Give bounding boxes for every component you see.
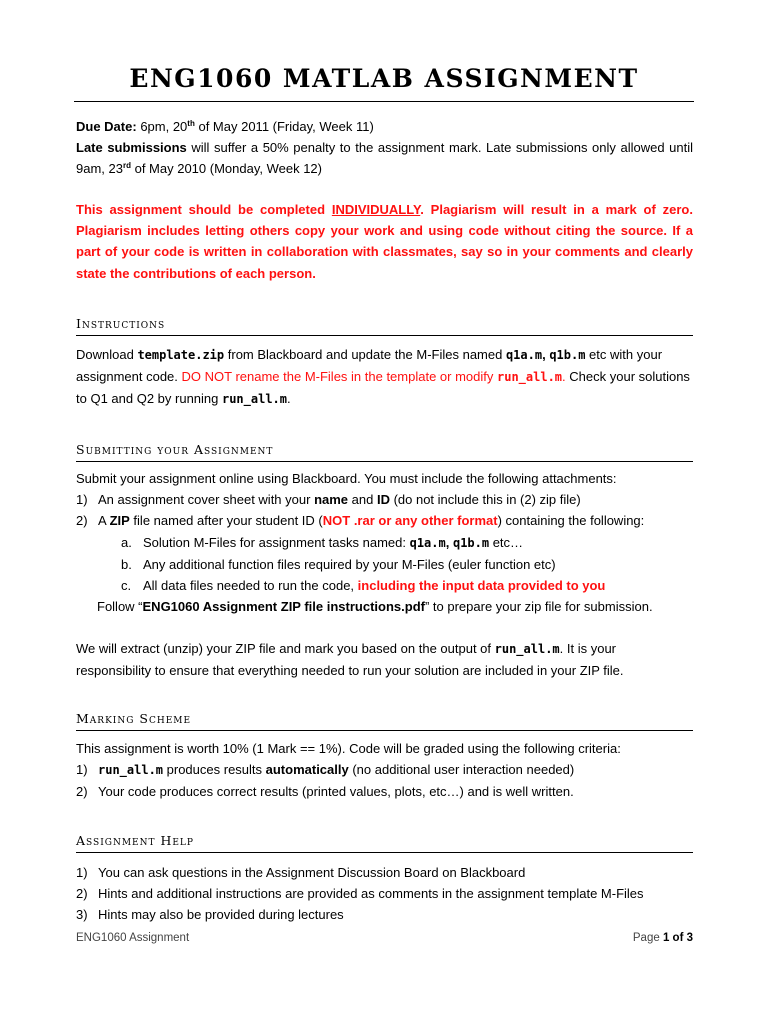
- late-submissions-text: will suffer a 50% penalty to the assignment mark. Late submissions only allowed until 9am, 23: [76, 140, 693, 177]
- instructions-heading: Instructions: [76, 314, 693, 336]
- extract-text: . It is your responsibility to ensure that everything needed to run your solution are included in your ZIP file.: [76, 641, 624, 679]
- list-number: 1): [76, 492, 88, 508]
- do-not-rename-warning-end: .: [562, 369, 566, 385]
- attachments-list: [76, 489, 693, 531]
- extract-text: We will extract (unzip) your ZIP file and mark you based on the output of: [76, 641, 495, 656]
- list-text: and: [348, 492, 377, 508]
- list-letter: a.: [121, 534, 132, 550]
- list-text-not: NOT: [322, 513, 351, 529]
- list-text: A: [98, 513, 110, 529]
- submitting-intro: Submit your assignment online using Blackboard. You must include the following attachments:: [76, 471, 617, 486]
- do-not-rename-warning: DO NOT rename the M-Files in the template or modify: [181, 369, 497, 385]
- list-text: ) containing the following:: [497, 513, 645, 529]
- list-text: You can ask questions in the Assignment Discussion Board on Blackboard: [98, 865, 526, 880]
- criteria-list: [76, 759, 693, 802]
- instructions-text: from Blackboard and update the M-Files named: [224, 347, 506, 362]
- page-total: 3: [686, 932, 693, 944]
- late-date-suffix: rd: [122, 161, 131, 171]
- page-current: 1: [662, 932, 670, 944]
- list-text-name: name: [314, 492, 349, 508]
- marking-heading: Marking Scheme: [76, 709, 693, 731]
- file-q1b: q1b.m: [549, 348, 586, 362]
- help-section: [76, 862, 693, 926]
- submitting-heading: Submitting your Assignment: [76, 440, 693, 462]
- due-date-suffix: th: [187, 119, 195, 128]
- zip-instructions-pdf: ENG1060 Assignment ZIP file instructions.pdf: [142, 599, 425, 615]
- marking-section: [76, 738, 693, 803]
- zip-contents-list: [76, 532, 693, 597]
- list-text: Any additional function files required by your M-Files (euler function etc): [143, 556, 556, 572]
- list-item: [76, 759, 693, 781]
- list-item: [76, 575, 693, 596]
- file-template-zip: template.zip: [137, 348, 225, 362]
- file-run-all-warning: run_all.m: [497, 370, 563, 385]
- list-text: All data files needed to run the code,: [143, 578, 358, 594]
- file-q1a: q1a.m: [505, 348, 543, 362]
- list-text: An assignment cover sheet with your: [98, 492, 315, 508]
- file-run-all: run_all.m: [98, 763, 164, 778]
- list-item: [76, 904, 693, 925]
- list-item: [76, 862, 693, 883]
- list-number: 2): [76, 886, 88, 902]
- plagiarism-warning: [76, 199, 693, 284]
- warning-individually: INDIVIDUALLY: [331, 202, 421, 217]
- list-number: 1): [76, 865, 88, 880]
- list-separator: ,: [445, 534, 453, 550]
- page-title: ENG1060 MATLAB ASSIGNMENT: [129, 64, 639, 93]
- warning-pre: This assignment should be completed: [76, 202, 332, 217]
- late-submissions-label: Late submissions: [76, 140, 187, 156]
- follow-text: Follow “: [97, 599, 143, 615]
- list-text: (do not include this in (2) zip file): [389, 492, 581, 508]
- file-q1b: q1b.m: [452, 535, 490, 550]
- follow-text: ” to prepare your zip file for submission.: [424, 599, 653, 615]
- list-text-automatically: automatically: [265, 762, 349, 778]
- instructions-paragraph: [76, 344, 693, 411]
- help-heading: Assignment Help: [76, 831, 693, 853]
- file-run-all: run_all.m: [221, 392, 288, 407]
- instructions-text: Check your solutions to Q1 and Q2 by running: [76, 369, 690, 407]
- follow-instructions: [76, 596, 693, 617]
- list-text-input-data: including the input data provided to you: [357, 578, 606, 594]
- list-text: etc…: [489, 534, 524, 550]
- list-text: file named after your student ID (: [129, 513, 323, 529]
- list-item: [76, 510, 693, 531]
- footer-title: ENG1060 Assignment: [76, 932, 190, 944]
- list-item: [76, 883, 693, 904]
- list-text: Hints may also be provided during lectures: [98, 907, 344, 923]
- page-of: of: [669, 932, 687, 944]
- list-text-zip: ZIP: [109, 513, 130, 529]
- list-number: 3): [76, 907, 88, 923]
- list-item: [76, 554, 693, 575]
- title-underline: [74, 101, 694, 102]
- extract-paragraph: [76, 638, 693, 681]
- list-text-not-format: .rar or any other format: [350, 513, 498, 529]
- file-run-all: run_all.m: [494, 642, 560, 656]
- list-item: [76, 489, 693, 510]
- file-q1a: q1a.m: [409, 535, 446, 550]
- list-item: [76, 532, 693, 554]
- list-letter: c.: [121, 578, 132, 594]
- list-text-id: ID: [376, 492, 390, 508]
- due-date-time: 6pm, 20: [140, 119, 188, 134]
- instructions-separator: ,: [542, 347, 550, 362]
- list-number: 2): [76, 513, 88, 529]
- list-letter: b.: [121, 556, 132, 572]
- warning-post: . Plagiarism will result in a mark of zero. Plagiarism includes letting others copy your work and using code without citing the source. If a part of your code is written in collaboration with classmates, say so in your comments and clearly state the contributions of each person.: [76, 202, 693, 281]
- list-text: Your code produces correct results (printed values, plots, etc…) and is well written.: [98, 784, 574, 800]
- list-text: (no additional user interaction needed): [348, 762, 575, 778]
- list-text: produces results: [163, 762, 266, 778]
- due-date-rest: of May 2011 (Friday, Week 11): [194, 119, 374, 134]
- submitting-section: [76, 468, 693, 617]
- marking-intro: This assignment is worth 10% (1 Mark == 1%). Code will be graded using the following criteria:: [76, 741, 621, 756]
- instructions-text: etc with your assignment code.: [76, 347, 663, 385]
- list-text: Hints and additional instructions are provided as comments in the assignment template M-Files: [98, 886, 644, 902]
- list-text: Solution M-Files for assignment tasks named:: [143, 534, 410, 550]
- page-number: [633, 932, 693, 944]
- page-label: Page: [632, 932, 663, 944]
- late-submissions-text-end: of May 2010 (Monday, Week 12): [130, 161, 322, 177]
- list-number: 2): [76, 784, 88, 800]
- instructions-text: .: [287, 391, 291, 407]
- help-list: [76, 862, 693, 926]
- due-date-label: Due Date:: [76, 119, 137, 134]
- list-item: [76, 781, 693, 802]
- instructions-text: Download: [76, 347, 138, 362]
- due-date-block: [76, 116, 693, 180]
- list-number: 1): [76, 762, 88, 778]
